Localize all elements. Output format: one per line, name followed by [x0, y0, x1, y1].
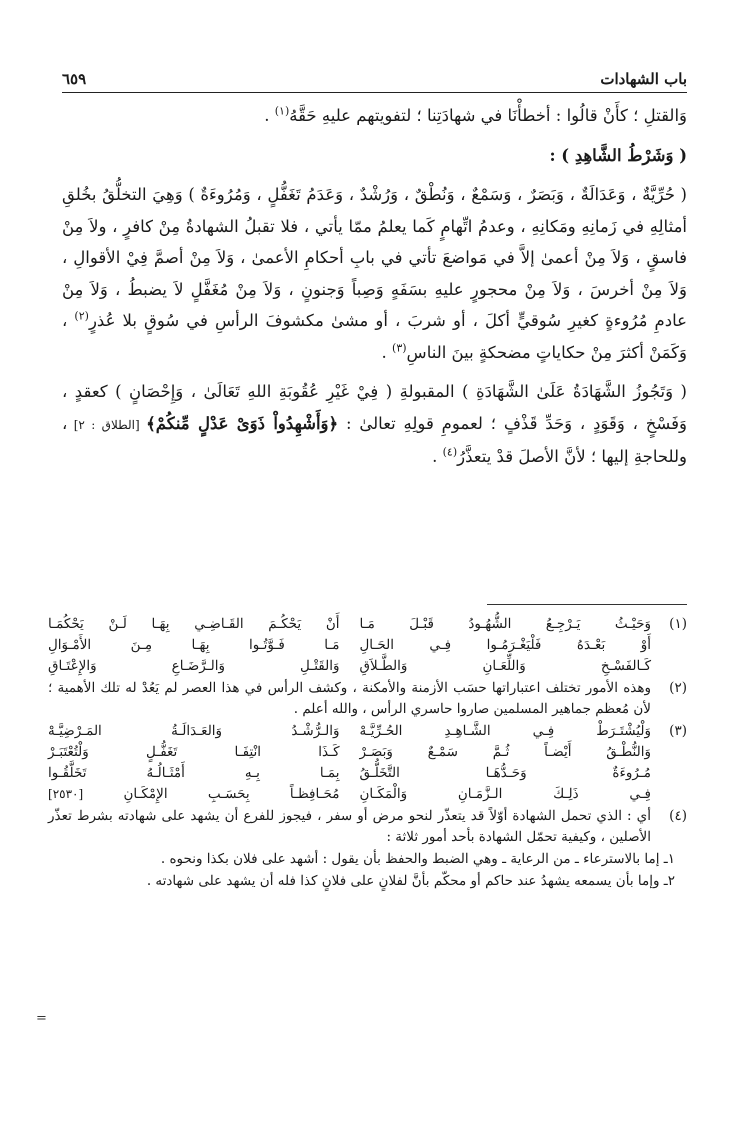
- footnote-4-item-1: ١ـ إما بالاسترعاء ـ من الرعاية ـ وهي الضبط والحفظ بأن يقول : أشهد على فلان بكذا ونحوه .: [160, 851, 675, 867]
- footnote-ref-4: (٤): [442, 445, 458, 459]
- permitted-text: ( وَتَجُوزُ الشَّهَادَةُ عَلَىٰ الشَّهَادَةِ ) المقبولةِ ( فِيْ غَيْرِ عُقُوبَةِ اللهِ تَعَالَىٰ ، وَإِحْصَانٍ ) كعقدٍ ، وَفَسْخٍ ، وَقَوَدٍ ، وَحَدِّ قَذْفٍ ؛ لعمومِ قولِهِ تعالىٰ :: [62, 382, 687, 433]
- footnote-ref-1: (١): [274, 104, 290, 118]
- intro-text: وَالقتلِ ؛ كأَنْ قالُوا : أخطأْنَا في شهادَتِنا ؛ لتفويتهم عليهِ حَقَّهُ: [289, 106, 687, 125]
- verse-line: [48, 721, 651, 742]
- verse-hemistich: وَالقَتْـلِ وَالـرَّضَـاعِ وَالإِعْتَـاقِ: [48, 658, 340, 674]
- footnote-4: [48, 806, 687, 848]
- footnote-number: (٤): [669, 808, 687, 824]
- conditions-end: .: [381, 342, 393, 362]
- header-divider: [62, 92, 687, 93]
- verse-hemistich: أَوْ بَعْـدَهُ فَلْيَغْـرَمُـوا فِـي الحَـالِ: [359, 637, 651, 653]
- margin-mark: =: [36, 1011, 47, 1026]
- conditions-text: ( حُرِّيَّةٌ ، وَعَدَالَةٌ ، وَبَصَرٌ ، وَسَمْعٌ ، وَنُطْقٌ ، وَرُشْدٌ ، وَعَدَمُ تَغَفُّلٍ ، وَمُرُوءَةٌ ) وَهِيَ التخلُّقُ بخُلقِ أمثالِهِ في زَمانِهِ ومَكانِهِ ، وعدمُ اتِّهامٍ كَما يعلمُ ممّا يأتي ، فلا تقبلُ الشهادةُ مِنْ كافرٍ ، ولاَ مِنْ فاسقٍ ، وَلاَ مِنْ أعمىٰ إلاَّ في مَواضعَ تأتي في بابِ أحكامِ الأعمىٰ ، وَلاَ مِنْ أصمَّ فِيْ الأقوالِ ، وَلاَ مِنْ أخرسَ ، وَلاَ مِنْ محجورٍ عليهِ بسَفَهٍ وَصِباً وَجنونٍ ، وَلاَ مِنْ مُغَفَّلٍ لاَ يضبطُ ، وَلاَ مِنْ عادمِ مُرُوءةٍ كغيرِ سُوقيٍّ أكلَ ، أو شربَ ، أو مشىٰ مكشوفَ الرأسِ في سُوقٍ بلا عُذرٍ: [62, 185, 687, 330]
- intro-paragraph: [62, 100, 687, 132]
- verse-hemistich: بِمَـا بِـهِ أَمْثَـالُـهُ تَخَلَّقُـوا: [48, 765, 340, 781]
- verse-hemistich: [48, 784, 340, 805]
- footnote-text: أي : الذي تحمل الشهادة أوّلاً قد يتعذّر لنحو مرض أو سفر ، فيجوز للفرع أن يشهد على شهادته بشرط تعذّر الأصلين ، وكيفية تحمّل الشهادة بأحد أمور ثلاثة :: [48, 808, 651, 845]
- conditions-paragraph: [62, 179, 687, 368]
- intro-end: .: [264, 106, 275, 125]
- verse-line: [48, 742, 651, 763]
- verse-hemistich-text: مُحَـافِظـاً بِحَسَـبِ الإِمْكَـانِ: [123, 786, 340, 802]
- quran-verse: ﴿وَأَشْهِدُواْ ذَوَىْ عَدْلٍ مِّنكُمْ﴾: [146, 413, 339, 433]
- quran-citation: [الطلاق : ٢]: [67, 417, 147, 432]
- footnotes: [48, 614, 687, 893]
- footnote-text: وهذه الأمور تختلف اعتباراتها حسَب الأزمنة والأمكنة ، وكشف الرأس في هذا العصر لم يَعُدْ له تلك الأهمية ؛ لأن مُعظم جماهير المسلمين صاروا حاسري الرأس ، والله أعلم .: [48, 680, 651, 717]
- verse-line: [48, 635, 651, 656]
- page-number: ٦٥٩: [62, 70, 87, 88]
- footnote-4-item-2: ٢ـ وإما بأن يسمعه يشهدُ عند حاكم أو محكّم بأنَّ لفلانٍ على فلانٍ كذا فله أن يشهد على شهادته .: [146, 873, 675, 889]
- section-heading: ( وَشَرْطُ الشَّاهِدِ ) :: [549, 145, 687, 165]
- verse-hemistich: وَلْيُشْتَـرَطْ فِـي الشَّـاهِـدِ الحُـرِّيَّـهْ: [359, 723, 651, 739]
- footnote-number: (١): [669, 616, 687, 632]
- footnote-2: [48, 678, 687, 720]
- permitted-end: ، وللحاجةِ إليها ؛ لأنَّ الأصلَ قدْ يتعذَّرُ: [62, 413, 687, 466]
- verse-hemistich: وَحَيْـثُ يَـرْجِـعُ الشُّهُـودُ قَبْـلَ مَـا: [359, 616, 651, 632]
- footnote-separator: [487, 604, 687, 605]
- verse-hemistich: كَـالفَسْـخِ وَاللِّعَـانِ وَالطَّـلاَقِ: [359, 658, 651, 674]
- footnote-ref-3: (٣): [392, 341, 407, 354]
- page-header: [62, 60, 687, 88]
- verse-hemistich: مَـا فَـوَّتُـوا بِهَـا مِـنَ الأَمْـوَالِ: [48, 637, 340, 653]
- permitted-paragraph: [62, 376, 687, 473]
- verse-hemistich: فِـي ذَلِـكَ الـزَّمَـانِ وَالْمَكَـانِ: [359, 786, 651, 802]
- footnote-ref-2: (٢): [74, 309, 89, 323]
- footnote-number: (٢): [669, 680, 687, 696]
- verse-hemistich: وَالنُّطْـقُ أَيْضـاً ثُـمَّ سَمْـعٌ وَبَصَـرْ: [359, 744, 651, 760]
- chapter-title: باب الشهادات: [600, 70, 687, 88]
- conditions-cont: ، وَكَمَنْ أكثرَ مِنْ حكاياتٍ مضحكةٍ بينَ الناسِ: [62, 311, 687, 362]
- verse-line: [48, 763, 651, 784]
- verse-code: [٢٥٣٠]: [48, 787, 84, 801]
- verse-hemistich: كَـذَا انْتِفَـا تَغَفُّـلٍ وَلْتُعْتَبَـرْ: [48, 744, 340, 760]
- verse-line: [48, 656, 651, 677]
- verse-hemistich: وَالـرُّشْـدُ وَالعَـدَالَـةُ المَـرْضِيَّـهْ: [48, 723, 340, 739]
- footnote-3: [48, 721, 687, 805]
- footnote-number: (٣): [669, 723, 687, 739]
- footnote-1: [48, 614, 687, 677]
- verse-hemistich: مُـرُوءَةٌ وَحَـدُّهَـا التَّخَلُّـقُ: [359, 765, 651, 781]
- verse-line: [48, 614, 651, 635]
- final-dot: .: [432, 447, 443, 466]
- verse-line: [48, 784, 651, 805]
- verse-hemistich: أَنْ يَحْكُـمَ القَـاضِـي بِهَـا لَـنْ يَحْكُمَـا: [48, 616, 340, 632]
- main-text: [62, 100, 687, 473]
